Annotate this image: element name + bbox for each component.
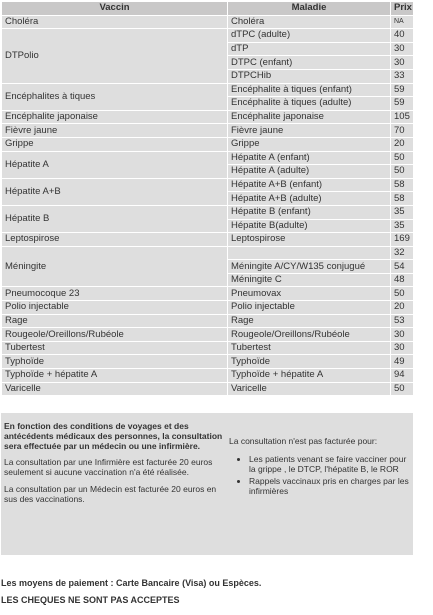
price-cell: 58	[391, 178, 414, 192]
price-cell: 33	[391, 69, 414, 83]
vaccine-name-cell: Méningite	[2, 246, 228, 287]
price-cell: 30	[391, 56, 414, 70]
not-billed-item: • Rappels vaccinaux pris en charges par les infirmières	[249, 476, 409, 496]
vaccine-name-cell: Rage	[2, 314, 228, 328]
disease-cell: Hépatite A (enfant)	[228, 151, 391, 165]
not-billed-list	[229, 454, 409, 496]
header-maladie: Maladie	[228, 2, 391, 16]
info-right-column	[226, 413, 413, 555]
price-cell: 35	[391, 219, 414, 233]
disease-cell: Hépatite A+B (adulte)	[228, 192, 391, 206]
price-cell: 20	[391, 301, 414, 315]
consultation-info-box	[1, 413, 413, 555]
disease-cell: Encéphalite japonaise	[228, 110, 391, 124]
disease-cell: Tubertest	[228, 341, 391, 355]
disease-cell: dTPC (adulte)	[228, 29, 391, 43]
table-row	[2, 233, 414, 247]
table-row	[2, 328, 414, 342]
disease-cell: Choléra	[228, 15, 391, 29]
price-cell: 30	[391, 341, 414, 355]
price-cell: 30	[391, 42, 414, 56]
price-cell: 169	[391, 233, 414, 247]
disease-cell: Polio injectable	[228, 301, 391, 315]
vaccine-name-cell: Hépatite A	[2, 151, 228, 178]
header-vaccin: Vaccin	[2, 2, 228, 16]
disease-cell: Hépatite B (enfant)	[228, 205, 391, 219]
vaccine-name-cell: Hépatite B	[2, 205, 228, 232]
price-cell: 40	[391, 29, 414, 43]
disease-cell: Fièvre jaune	[228, 124, 391, 138]
vaccine-name-cell: Rougeole/Oreillons/Rubéole	[2, 328, 228, 342]
price-cell: 94	[391, 369, 414, 383]
table-row	[2, 369, 414, 383]
price-cell: 50	[391, 287, 414, 301]
table-row	[2, 83, 414, 97]
table-row	[2, 124, 414, 138]
disease-cell: Pneumovax	[228, 287, 391, 301]
price-cell: 53	[391, 314, 414, 328]
vaccine-name-cell: Grippe	[2, 137, 228, 151]
table-row	[2, 301, 414, 315]
table-row	[2, 137, 414, 151]
disease-cell: Hépatite A (adulte)	[228, 165, 391, 179]
vaccine-name-cell: DTPolio	[2, 29, 228, 83]
vaccine-name-cell: Leptospirose	[2, 233, 228, 247]
price-cell: 49	[391, 355, 414, 369]
vaccine-name-cell: Typhoïde + hépatite A	[2, 369, 228, 383]
disease-cell: Leptospirose	[228, 233, 391, 247]
table-row	[2, 355, 414, 369]
not-billed-item: • Les patients venant se faire vacciner pour la grippe , le DTCP, l'hépatite B, le ROR	[249, 454, 409, 474]
nurse-consultation-text: La consultation par une Infirmière est facturée 20 euros seulement si aucune vaccination n'a été réalisée.	[4, 457, 213, 477]
price-cell: 20	[391, 137, 414, 151]
header-prix: Prix	[391, 2, 414, 16]
vaccine-name-cell: Hépatite A+B	[2, 178, 228, 205]
disease-cell: Rougeole/Oreillons/Rubéole	[228, 328, 391, 342]
table-row	[2, 287, 414, 301]
table-row	[2, 151, 414, 165]
vaccine-name-cell: Pneumocoque 23	[2, 287, 228, 301]
price-cell: 59	[391, 97, 414, 111]
vaccine-name-cell: Varicelle	[2, 382, 228, 396]
price-cell: 35	[391, 205, 414, 219]
disease-cell: Rage	[228, 314, 391, 328]
disease-cell: Typhoïde	[228, 355, 391, 369]
price-cell: 32	[391, 246, 414, 260]
vaccine-name-cell: Fièvre jaune	[2, 124, 228, 138]
price-cell: 105	[391, 110, 414, 124]
disease-cell: Hépatite B(adulte)	[228, 219, 391, 233]
vaccine-price-table	[1, 1, 414, 396]
table-row	[2, 341, 414, 355]
disease-cell: DTPCHib	[228, 69, 391, 83]
doctor-consultation-text: La consultation par un Médecin est facturée 20 euros en sus des vaccinations.	[4, 484, 217, 504]
price-cell: 59	[391, 83, 414, 97]
disease-cell: dTP	[228, 42, 391, 56]
price-cell: 30	[391, 328, 414, 342]
not-billed-intro: La consultation n'est pas facturée pour:	[229, 436, 378, 446]
disease-cell: Typhoïde + hépatite A	[228, 369, 391, 383]
table-row	[2, 178, 414, 192]
table-body	[2, 15, 414, 396]
table-header-row	[2, 2, 414, 16]
table-row	[2, 314, 414, 328]
table-row	[2, 110, 414, 124]
table-row	[2, 382, 414, 396]
disease-cell: Hépatite A+B (enfant)	[228, 178, 391, 192]
price-cell: 70	[391, 124, 414, 138]
disease-cell: Encéphalite à tiques (adulte)	[228, 97, 391, 111]
price-cell: 50	[391, 165, 414, 179]
vaccine-name-cell: Typhoïde	[2, 355, 228, 369]
vaccine-name-cell: Encéphalite japonaise	[2, 110, 228, 124]
vaccine-name-cell: Polio injectable	[2, 301, 228, 315]
price-cell: 50	[391, 382, 414, 396]
price-cell: 48	[391, 273, 414, 287]
price-cell: 50	[391, 151, 414, 165]
vaccine-name-cell: Encéphalites à tiques	[2, 83, 228, 110]
disease-cell: DTPC (enfant)	[228, 56, 391, 70]
disease-cell	[228, 246, 391, 260]
table-row	[2, 29, 414, 43]
info-left-column	[1, 413, 226, 555]
table-row	[2, 246, 414, 260]
price-cell: 58	[391, 192, 414, 206]
price-cell: NA	[391, 15, 414, 29]
table-row	[2, 15, 414, 29]
payment-methods-text: Les moyens de paiement : Carte Bancaire (Visa) ou Espèces.	[1, 578, 262, 588]
disease-cell: Grippe	[228, 137, 391, 151]
vaccine-name-cell: Tubertest	[2, 341, 228, 355]
disease-cell: Varicelle	[228, 382, 391, 396]
no-cheques-text: LES CHEQUES NE SONT PAS ACCEPTES	[1, 595, 180, 605]
price-cell: 54	[391, 260, 414, 274]
disease-cell: Méningite C	[228, 273, 391, 287]
disease-cell: Méningite A/CY/W135 conjugué	[228, 260, 391, 274]
disease-cell: Encéphalite à tiques (enfant)	[228, 83, 391, 97]
table-row	[2, 205, 414, 219]
consultation-conditions-text: En fonction des conditions de voyages et des antécédents médicaux des personnes, la consultation sera effectuée par un médecin ou une infirmière.	[4, 421, 223, 451]
vaccine-name-cell: Choléra	[2, 15, 228, 29]
